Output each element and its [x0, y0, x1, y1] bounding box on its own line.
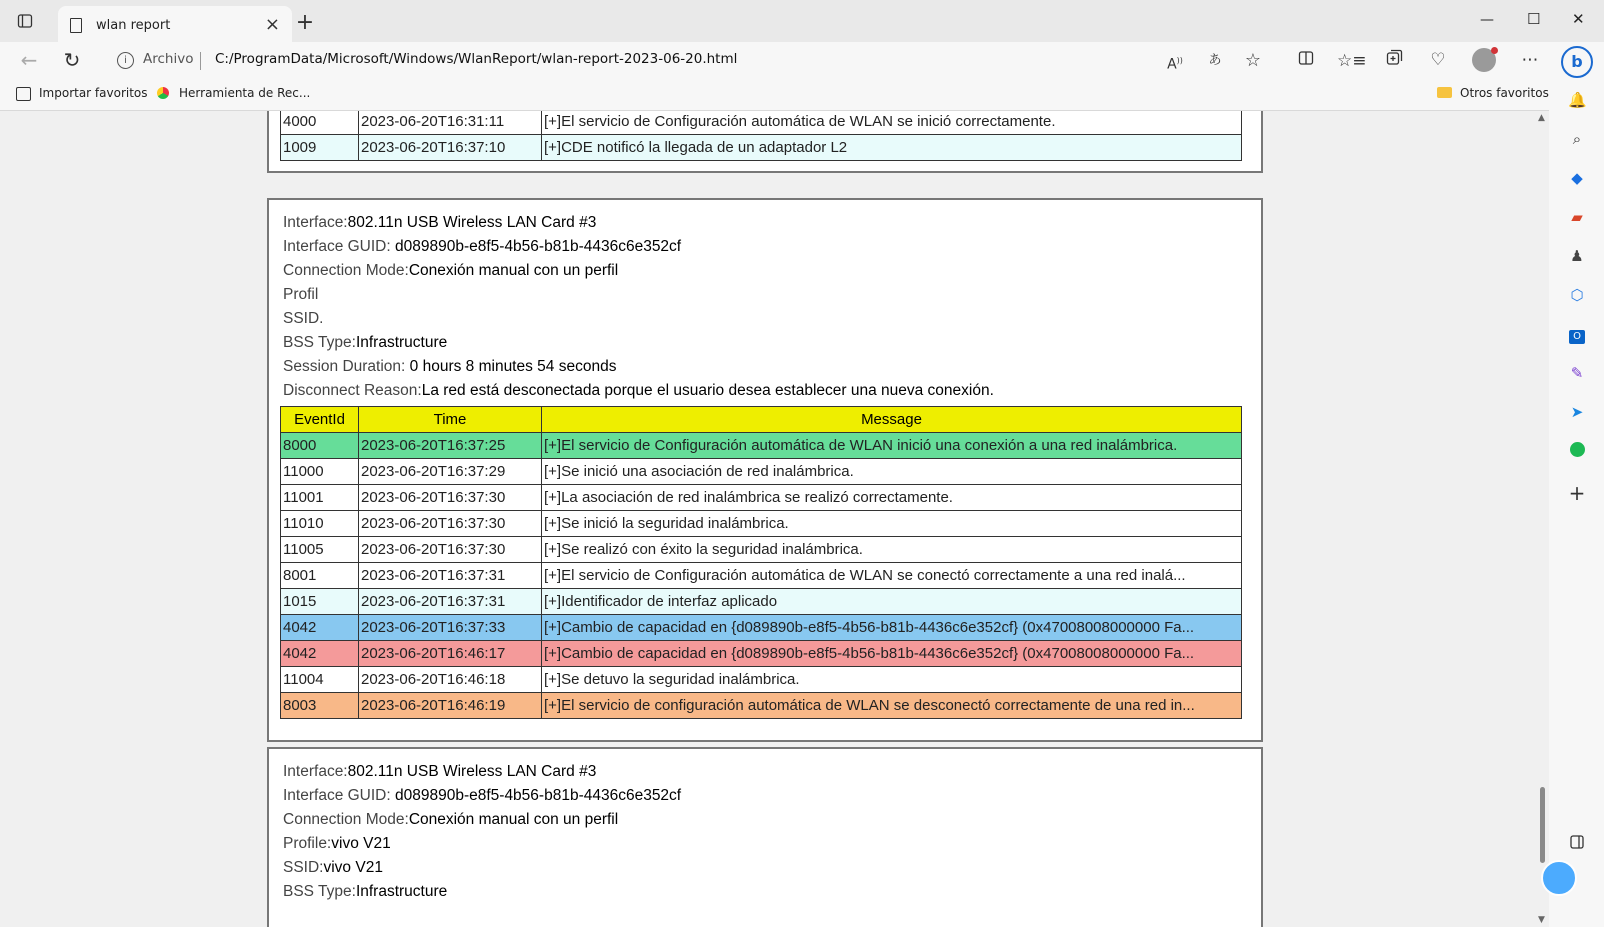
edge-sidebar — [1549, 48, 1604, 927]
event-id-cell: 11005 — [281, 537, 359, 563]
event-time-cell: 2023-06-20T16:37:33 — [359, 615, 542, 641]
drop-send-icon[interactable]: ➤ — [1570, 403, 1584, 421]
close-window-button[interactable]: ✕ — [1572, 10, 1585, 28]
event-table-previous — [280, 111, 1242, 161]
tab-close-icon[interactable]: × — [264, 14, 280, 35]
event-time-cell: 2023-06-20T16:46:17 — [359, 641, 542, 667]
profile-line: Profil — [283, 286, 319, 303]
event-time-cell: 2023-06-20T16:46:18 — [359, 667, 542, 693]
profile-avatar[interactable] — [1472, 48, 1496, 72]
event-id-cell: 11000 — [281, 459, 359, 485]
event-time-cell: 2023-06-20T16:37:30 — [359, 511, 542, 537]
scroll-up-arrow-icon[interactable]: ▲ — [1538, 113, 1545, 123]
favorites-icon[interactable]: ☆≡ — [1337, 51, 1367, 71]
header-time: Time — [359, 407, 542, 433]
reason-line: Disconnect Reason:La red está desconectada porque el usuario desea establecer una nueva conexión. — [283, 382, 994, 399]
address-divider — [200, 52, 201, 70]
event-message-cell[interactable]: [+]El servicio de configuración automática de WLAN se desconectó correctamente de una red in... — [542, 693, 1242, 719]
event-id-cell: 8000 — [281, 433, 359, 459]
header-eventid: EventId — [281, 407, 359, 433]
event-message-cell[interactable]: [+]Se detuvo la seguridad inalámbrica. — [542, 667, 1242, 693]
hide-sidebar-icon[interactable] — [1568, 835, 1586, 853]
event-message-cell[interactable]: [+]Se inició la seguridad inalámbrica. — [542, 511, 1242, 537]
event-message-cell[interactable]: [+]Cambio de capacidad en {d089890b-e8f5-4b56-b81b-4436c6e352cf} (0x47008008000000 Fa... — [542, 615, 1242, 641]
table-row — [281, 135, 1242, 161]
back-icon[interactable]: ← — [20, 48, 38, 72]
favorite-star-icon[interactable]: ☆ — [1244, 50, 1262, 71]
interface-line: Interface:802.11n USB Wireless LAN Card #3 — [283, 763, 597, 780]
table-row — [281, 459, 1242, 485]
table-row — [281, 537, 1242, 563]
split-screen-icon[interactable] — [1294, 49, 1318, 73]
tab-actions-icon[interactable] — [13, 12, 37, 36]
event-id-cell: 4042 — [281, 615, 359, 641]
event-id-cell: 4042 — [281, 641, 359, 667]
minimize-button[interactable]: — — [1480, 12, 1494, 28]
session-card-previous — [267, 111, 1263, 173]
event-id-cell: 1015 — [281, 589, 359, 615]
event-time-cell: 2023-06-20T16:37:30 — [359, 485, 542, 511]
event-id-cell: 11010 — [281, 511, 359, 537]
event-id-cell: 4000 — [281, 111, 359, 135]
event-message-cell[interactable]: [+]El servicio de Configuración automática de WLAN se conectó correctamente a una red inalá... — [542, 563, 1242, 589]
table-row — [281, 563, 1242, 589]
event-message-cell[interactable]: [+]Se inició una asociación de red inalámbrica. — [542, 459, 1242, 485]
favorites-bar — [0, 80, 1604, 111]
search-icon[interactable]: ⌕ — [1572, 130, 1582, 148]
event-time-cell: 2023-06-20T16:37:29 — [359, 459, 542, 485]
event-id-cell: 11001 — [281, 485, 359, 511]
designer-icon[interactable]: ✎ — [1570, 364, 1584, 382]
event-time-cell: 2023-06-20T16:37:10 — [359, 135, 542, 161]
tool-icon — [157, 87, 169, 99]
url-text[interactable]: C:/ProgramData/Microsoft/Windows/WlanReport/wlan-report-2023-06-20.html — [215, 51, 738, 67]
site-info-label[interactable]: Archivo — [143, 51, 194, 67]
address-bar[interactable] — [103, 45, 1263, 77]
profile-line: Profile:vivo V21 — [283, 835, 391, 852]
info-icon[interactable]: i — [117, 52, 134, 69]
table-row — [281, 433, 1242, 459]
table-row — [281, 511, 1242, 537]
table-row — [281, 693, 1242, 719]
duration-line: Session Duration: 0 hours 8 minutes 54 seconds — [283, 358, 617, 375]
add-sidebar-app-icon[interactable]: + — [1568, 481, 1586, 505]
event-message-cell[interactable]: [+]El servicio de Configuración automática de WLAN se inició correctamente. — [542, 111, 1242, 135]
table-row — [281, 615, 1242, 641]
event-time-cell: 2023-06-20T16:37:30 — [359, 537, 542, 563]
event-time-cell: 2023-06-20T16:37:31 — [359, 563, 542, 589]
event-time-cell: 2023-06-20T16:37:25 — [359, 433, 542, 459]
event-id-cell: 1009 — [281, 135, 359, 161]
event-time-cell: 2023-06-20T16:46:19 — [359, 693, 542, 719]
notifications-bell-icon[interactable]: 🔔 — [1568, 91, 1587, 109]
event-message-cell[interactable]: [+]CDE notificó la llegada de un adaptador L2 — [542, 135, 1242, 161]
table-row — [281, 641, 1242, 667]
tab-title: wlan report — [96, 18, 171, 33]
translate-icon[interactable]: あ — [1208, 53, 1222, 68]
event-table-session-1 — [280, 406, 1242, 719]
spotify-icon[interactable] — [1568, 442, 1586, 460]
event-id-cell: 8001 — [281, 563, 359, 589]
event-message-cell[interactable]: [+]Cambio de capacidad en {d089890b-e8f5-4b56-b81b-4436c6e352cf} (0x47008008000000 Fa... — [542, 641, 1242, 667]
navigation-toolbar — [0, 42, 1604, 80]
scroll-down-arrow-icon[interactable]: ▼ — [1538, 915, 1545, 925]
title-bar — [0, 0, 1604, 48]
table-row — [281, 667, 1242, 693]
table-row — [281, 485, 1242, 511]
interface-line: Interface:802.11n USB Wireless LAN Card #3 — [283, 214, 597, 231]
mode-line: Connection Mode:Conexión manual con un perfil — [283, 811, 619, 828]
vertical-scrollbar[interactable] — [1536, 111, 1549, 927]
folder-icon — [1437, 87, 1452, 98]
refresh-icon[interactable]: ↻ — [63, 48, 81, 72]
ssid-line: SSID:vivo V21 — [283, 859, 383, 876]
session-card-1 — [267, 198, 1263, 742]
scrollbar-thumb[interactable] — [1540, 787, 1545, 863]
games-icon[interactable]: ♟ — [1570, 247, 1584, 265]
more-options-icon[interactable]: ⋯ — [1521, 50, 1539, 70]
import-icon — [16, 87, 31, 101]
bss-line: BSS Type:Infrastructure — [283, 334, 448, 351]
event-message-cell[interactable]: [+]Identificador de interfaz aplicado — [542, 589, 1242, 615]
collections-icon[interactable] — [1382, 49, 1406, 73]
copilot-icon[interactable]: b — [1561, 46, 1593, 78]
event-message-cell[interactable]: [+]La asociación de red inalámbrica se realizó correctamente. — [542, 485, 1242, 511]
bookmark-import-favorites[interactable]: Importar favoritos — [39, 86, 148, 100]
microsoft-365-icon[interactable]: ⬡ — [1570, 286, 1584, 304]
event-time-cell: 2023-06-20T16:31:11 — [359, 111, 542, 135]
notification-dot — [1491, 47, 1498, 54]
page-content — [0, 111, 1538, 927]
bss-line: BSS Type:Infrastructure — [283, 883, 448, 900]
table-header-row — [281, 407, 1242, 433]
event-message-cell[interactable]: [+]El servicio de Configuración automática de WLAN inició una conexión a una red inalámbrica. — [542, 433, 1242, 459]
bookmark-other-favorites[interactable]: Otros favoritos — [1460, 86, 1549, 100]
outlook-icon[interactable]: O — [1568, 325, 1586, 343]
event-id-cell: 11004 — [281, 667, 359, 693]
table-row — [281, 111, 1242, 135]
page-icon — [70, 18, 82, 33]
session-card-2 — [267, 747, 1263, 927]
bookmark-herramienta[interactable]: Herramienta de Rec... — [179, 86, 311, 100]
event-time-cell: 2023-06-20T16:37:31 — [359, 589, 542, 615]
header-message: Message — [542, 407, 1242, 433]
tools-briefcase-icon[interactable]: ▰ — [1571, 208, 1583, 226]
new-tab-icon[interactable]: + — [295, 10, 315, 35]
guid-line: Interface GUID: d089890b-e8f5-4b56-b81b-4436c6e352cf — [283, 238, 682, 255]
ssid-line: SSID. — [283, 310, 324, 327]
browser-essentials-icon[interactable]: ♡ — [1430, 50, 1446, 70]
read-aloud-icon[interactable]: A)) — [1167, 56, 1183, 73]
guid-line: Interface GUID: d089890b-e8f5-4b56-b81b-4436c6e352cf — [283, 787, 682, 804]
maximize-button[interactable]: ☐ — [1527, 10, 1541, 28]
event-message-cell[interactable]: [+]Se realizó con éxito la seguridad inalámbrica. — [542, 537, 1242, 563]
mode-line: Connection Mode:Conexión manual con un perfil — [283, 262, 619, 279]
shopping-tag-icon[interactable]: ◆ — [1571, 169, 1583, 187]
event-id-cell: 8003 — [281, 693, 359, 719]
table-row — [281, 589, 1242, 615]
watermark-badge — [1541, 860, 1577, 896]
